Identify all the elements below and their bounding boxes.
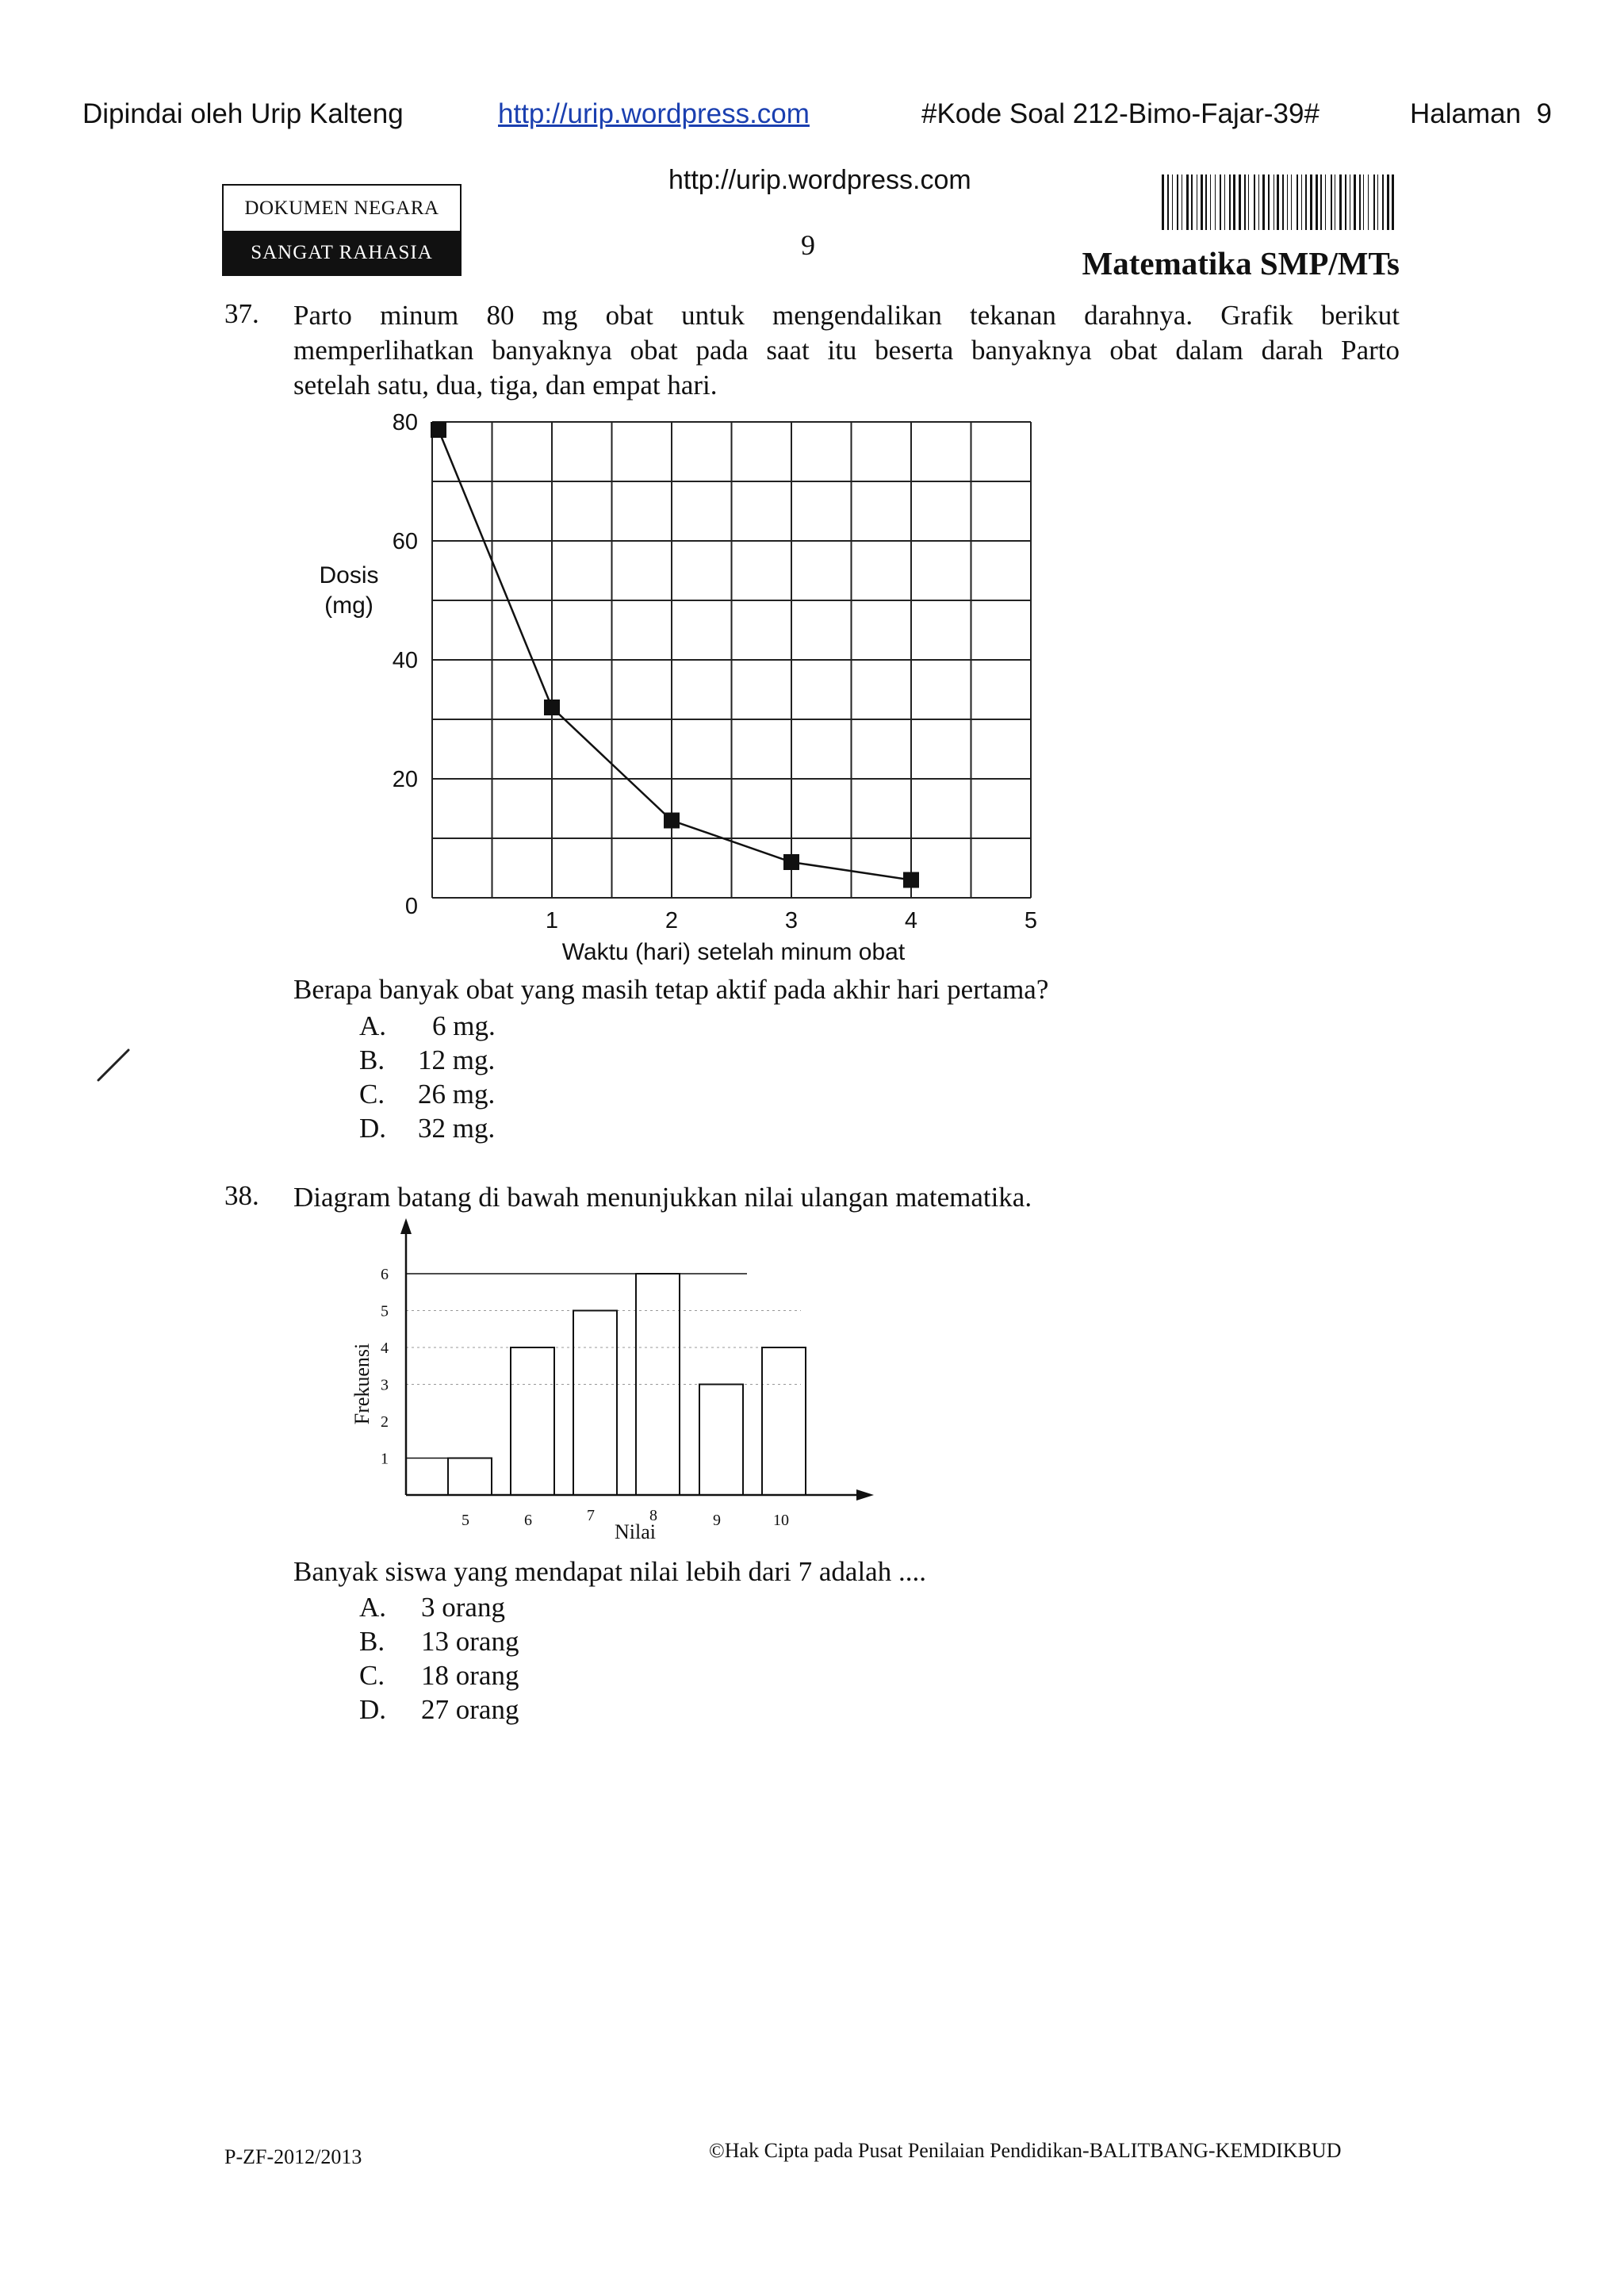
line-chart-ytick-20: 20 [392, 767, 418, 792]
classification-top: DOKUMEN NEGARA [244, 197, 439, 219]
bar-chart-xtick-9: 9 [713, 1512, 721, 1529]
dose-point-2 [664, 813, 680, 829]
bar-nilai-7 [573, 1311, 617, 1496]
bar-chart-ytick-1: 1 [381, 1450, 389, 1468]
q37-option-d-letter: D. [359, 1113, 387, 1144]
bar-chart-xlabel: Nilai [615, 1520, 656, 1543]
bar-nilai-10 [762, 1347, 806, 1495]
q37-option-a-text: 6 mg. [432, 1010, 496, 1041]
q37-number: 37. [224, 298, 259, 329]
q37-option-d[interactable] [359, 1111, 496, 1145]
dose-series-line [439, 430, 911, 880]
bar-nilai-9 [699, 1385, 743, 1496]
q38-option-b-text: 13 orang [421, 1626, 519, 1657]
line-chart-ytick-60: 60 [392, 529, 418, 554]
bar-nilai-6 [511, 1347, 554, 1495]
q37-option-a[interactable] [359, 1009, 496, 1043]
line-chart-xlabel: Waktu (hari) setelah minum obat [561, 939, 906, 965]
bar-chart-ytick-3: 3 [381, 1376, 389, 1394]
q37-line-2: memperlihatkan banyaknya obat pada saat itu beserta banyaknya obat dalam darah Parto [293, 335, 1400, 366]
line-chart-xtick-2: 2 [665, 908, 679, 933]
q37-option-c-letter: C. [359, 1079, 385, 1110]
bar-chart-ytick-5: 5 [381, 1302, 389, 1320]
header-url-link[interactable]: http://urip.wordpress.com [498, 98, 810, 129]
dose-point-4 [903, 872, 919, 888]
line-chart-ylabel-2: (mg) [324, 592, 373, 619]
q37-line-3: setelah satu, dua, tiga, dan empat hari. [293, 370, 718, 401]
bar-nilai-5 [448, 1458, 492, 1496]
q38-option-c[interactable] [359, 1658, 519, 1692]
bar-chart-ytick-4: 4 [381, 1340, 389, 1357]
line-chart-ytick-40: 40 [392, 648, 418, 673]
y-axis-arrow-icon [400, 1218, 412, 1234]
line-chart-xtick-5: 5 [1024, 908, 1038, 933]
q38-question: Banyak siswa yang mendapat nilai lebih dari 7 adalah .... [293, 1556, 926, 1587]
q38-option-d[interactable] [359, 1692, 519, 1727]
dose-point-0 [431, 422, 446, 438]
question-code-text: #Kode Soal 212-Bimo-Fajar-39# [921, 98, 1320, 129]
footer-copyright: ©Hak Cipta pada Pusat Penilaian Pendidikan-BALITBANG-KEMDIKBUD [709, 2139, 1342, 2162]
q38-option-a-text: 3 orang [421, 1592, 505, 1623]
line-chart-xtick-4: 4 [904, 908, 918, 933]
scanned-by-text: Dipindai oleh Urip Kalteng [82, 98, 404, 129]
q37-option-b-text: 12 mg. [418, 1045, 496, 1075]
line-chart-ytick-0: 0 [404, 894, 418, 919]
line-chart-xtick-3: 3 [784, 908, 799, 933]
line-chart-xtick-1: 1 [545, 908, 559, 933]
line-chart-ytick-80: 80 [392, 410, 418, 435]
q38-option-c-text: 18 orang [421, 1660, 519, 1691]
page-number: 9 [801, 229, 815, 261]
subject-title: Matematika SMP/MTs [1082, 245, 1400, 282]
q37-option-b[interactable] [359, 1043, 496, 1077]
q37-option-b-letter: B. [359, 1045, 385, 1075]
q38-option-a-letter: A. [359, 1592, 387, 1623]
pencil-mark-icon [94, 1045, 133, 1085]
watermark-url: http://urip.wordpress.com [668, 165, 971, 195]
header-page-text: Halaman 9 [1410, 98, 1552, 129]
q38-number: 38. [224, 1180, 259, 1211]
footer-code: P-ZF-2012/2013 [224, 2145, 362, 2168]
q37-option-d-text: 32 mg. [418, 1113, 496, 1144]
q37-text [293, 298, 1400, 403]
q38-option-b-letter: B. [359, 1626, 385, 1657]
q38-text: Diagram batang di bawah menunjukkan nilai ulangan matematika. [293, 1182, 1032, 1213]
q37-option-a-letter: A. [359, 1010, 387, 1041]
x-axis-arrow-icon [856, 1489, 874, 1501]
q38-option-c-letter: C. [359, 1660, 385, 1691]
q38-option-a[interactable] [359, 1590, 519, 1624]
bar-chart-ylabel: Frekuensi [350, 1343, 373, 1425]
barcode-icon [1162, 174, 1400, 230]
dose-line-chart [301, 401, 1047, 972]
line-chart-ylabel-1: Dosis [319, 562, 379, 588]
q37-line-1: Parto minum 80 mg obat untuk mengendalikan tekanan darahnya. Grafik berikut [293, 300, 1400, 331]
bar-chart-xtick-8: 8 [649, 1507, 657, 1524]
classification-box [222, 184, 462, 276]
q37-option-c-text: 26 mg. [418, 1079, 496, 1110]
bar-chart-ytick-6: 6 [381, 1266, 389, 1283]
bar-chart-ytick-2: 2 [381, 1413, 389, 1431]
bar-chart-xtick-10: 10 [773, 1512, 789, 1529]
q37-options [359, 1009, 496, 1145]
classification-bottom: SANGAT RAHASIA [224, 231, 460, 274]
dose-point-3 [783, 854, 799, 870]
q37-question: Berapa banyak obat yang masih tetap aktif pada akhir hari pertama? [293, 974, 1049, 1005]
bar-chart-xtick-5: 5 [462, 1512, 469, 1529]
q38-option-b[interactable] [359, 1624, 519, 1658]
q38-option-d-text: 27 orang [421, 1694, 519, 1725]
bar-chart-xtick-7: 7 [587, 1507, 595, 1524]
dose-point-1 [544, 700, 560, 715]
q38-option-d-letter: D. [359, 1694, 387, 1725]
q37-option-c[interactable] [359, 1077, 496, 1111]
bar-chart-xtick-6: 6 [524, 1512, 532, 1529]
grade-bar-chart [341, 1213, 896, 1547]
q38-options [359, 1590, 519, 1727]
